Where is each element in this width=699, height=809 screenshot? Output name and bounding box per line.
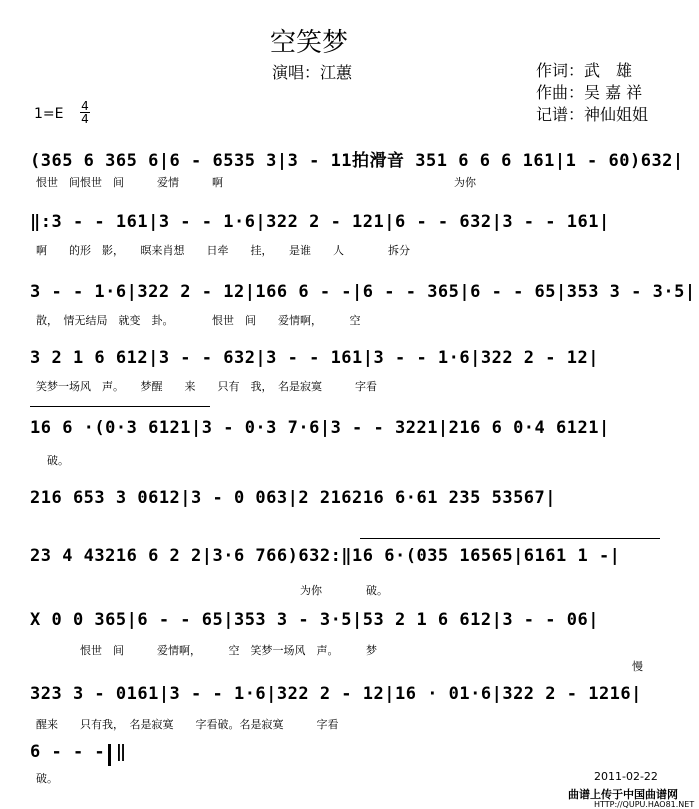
notation-row-3: 3 - - 1·6|322 2 - 12|166 6 - -|6 - - 365|6 - - 65|353 3 - 3·5| [30, 282, 696, 302]
lyrics-row-7: 为你 破。 [36, 584, 388, 597]
notation-row-7: 23 4 43216 6 2 2|3·6 766)632:‖16 6·(035 16565|6161 1 -| [30, 546, 621, 566]
singer-credit: 演唱：江蕙 [272, 63, 353, 82]
lyrics-row-5: 破。 [36, 454, 69, 467]
notation-row-5: 16 6 ·(0·3 6121|3 - 0·3 7·6|3 - - 3221|216 6 0·4 6121| [30, 418, 610, 438]
time-signature-bottom: 4 [81, 112, 89, 126]
lyrics-row-4: 笑梦一场风 声。 梦醒 来 只有 我， 名是寂寞 字看 [36, 380, 377, 393]
lyrics-row-3: 散， 情无结局 就变 卦。 恨世 间 爱情啊， 空 [36, 314, 361, 327]
final-barline [108, 744, 111, 766]
lyrics-row-1: 恨世 间恨世 间 爱情 啊 为你 [36, 176, 476, 189]
notation-row-1: (365 6 365 6|6 - 6535 3|3 - 11拍滑音 351 6 6 6 161|1 - 60)632| [30, 151, 684, 171]
lyrics-row-10: 破。 [36, 772, 58, 785]
volta-bracket-2 [360, 538, 660, 539]
site-name: 曲谱上传于中国曲谱网 [568, 788, 678, 801]
notation-row-9: 323 3 - 0161|3 - - 1·6|322 2 - 12|16 · 01·6|322 2 - 1216| [30, 684, 642, 704]
key-signature: 1=E [34, 106, 64, 122]
notation-row-8: X 0 0 365|6 - - 65|353 3 - 3·5|53 2 1 6 612|3 - - 06| [30, 610, 599, 630]
lyrics-row-2: 啊 的形 影， 暝来肖想 日牵 挂， 是谁 人 拆分 [36, 244, 410, 257]
song-title: 空笑梦 [270, 28, 349, 58]
time-signature-top: 4 [81, 99, 89, 113]
notation-row-6: 216 653 3 0612|3 - 0 063|2 216216 6·61 235 53567| [30, 488, 557, 508]
transcriber-credit: 记谱：神仙姐姐 [536, 105, 649, 124]
site-url: HTTP://QUPU.HAO81.NET [594, 800, 695, 809]
notation-row-10: 6 - - - ‖ [30, 742, 127, 762]
notation-row-2: ‖:3 - - 161|3 - - 1·6|322 2 - 121|6 - - 632|3 - - 161| [30, 212, 610, 232]
lyricist-credit: 作词：武 雄 [536, 61, 633, 80]
tempo-annotation: 慢 [632, 660, 643, 673]
volta-bracket-1 [30, 406, 210, 407]
notation-row-4: 3 2 1 6 612|3 - - 632|3 - - 161|3 - - 1·6|322 2 - 12| [30, 348, 599, 368]
composer-credit: 作曲：吴 嘉 祥 [536, 83, 643, 102]
time-signature [80, 100, 90, 125]
lyrics-row-8: 恨世 间 爱情啊， 空 笑梦一场风 声。 梦 [36, 644, 377, 657]
date-stamp: 2011-02-22 [594, 770, 658, 783]
lyrics-row-9: 醒来 只有我， 名是寂寞 字看破。名是寂寞 字看 [36, 718, 339, 731]
